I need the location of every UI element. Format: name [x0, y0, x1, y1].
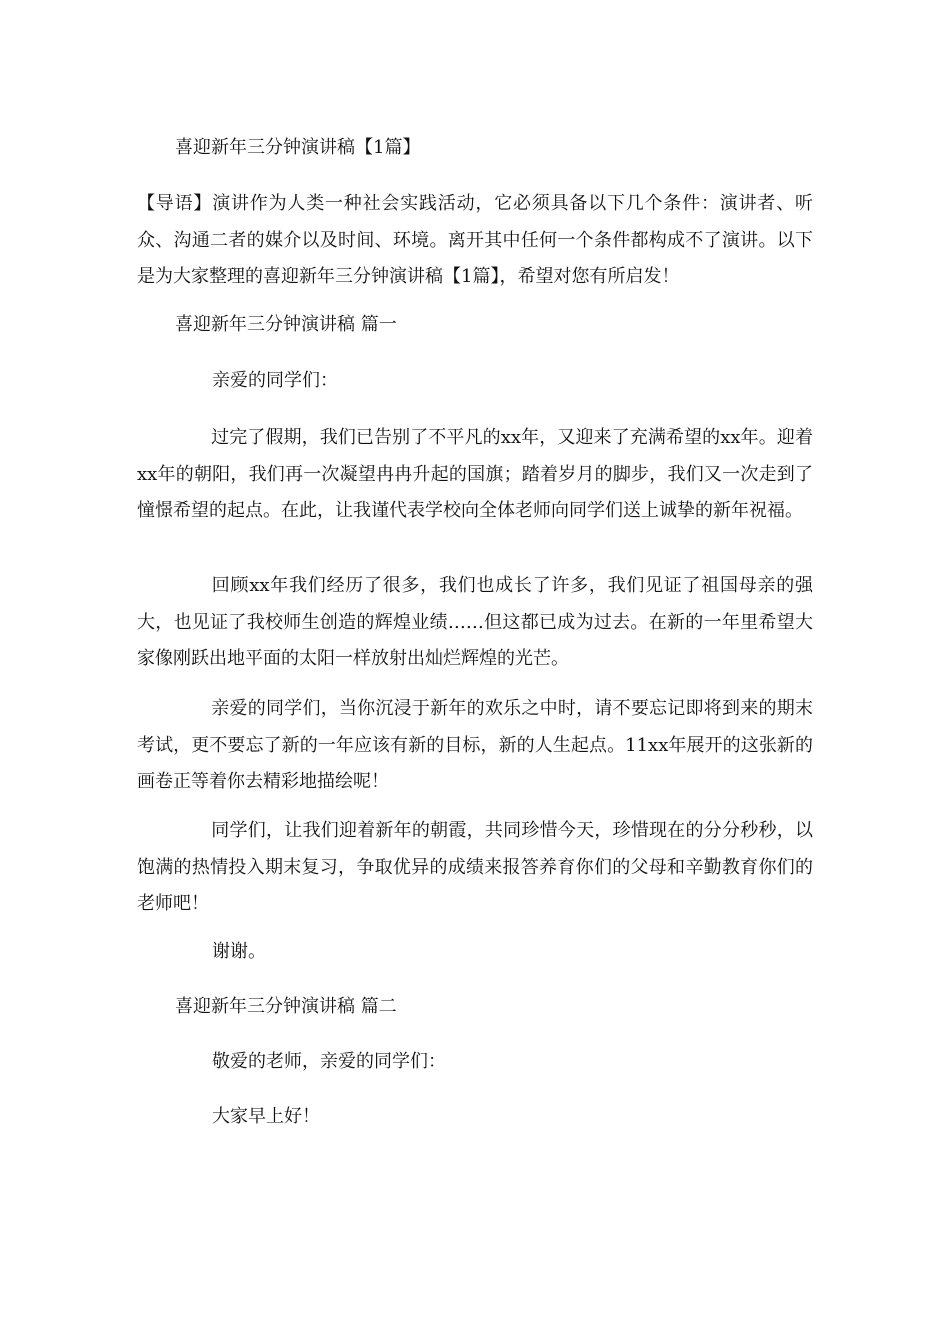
body-paragraph — [137, 813, 813, 923]
section-1-salutation: 亲爱的同学们： — [212, 370, 338, 391]
intro-paragraph: 【导语】演讲作为人类一种社会实践活动，它必须具备以下几个条件：演讲者、听众、沟通二者的媒介以及时间、环境。离开其中任何一个条件都构成不了演讲。以下是为大家整理的喜迎新年三分钟演讲稿【1篇】，希望对您有所启发！ — [137, 193, 813, 287]
body-paragraph — [137, 568, 813, 678]
section-2-heading: 喜迎新年三分钟演讲稿 篇二 — [175, 996, 397, 1017]
section-1-closing: 谢谢。 — [212, 941, 266, 962]
paragraph-text: 过完了假期，我们已告别了不平凡的xx年，又迎来了充满希望的xx年。迎着xx年的朝阳，我们再一次凝望冉冉升起的国旗；踏着岁月的脚步，我们又一次走到了憧憬希望的起点。在此，让我谨代表学校向全体老师向同学们送上诚挚的新年祝福。 — [137, 427, 813, 521]
body-paragraph — [137, 420, 813, 530]
paragraph-text: 回顾xx年我们经历了很多，我们也成长了许多，我们见证了祖国母亲的强大，也见证了我校师生创造的辉煌业绩……但这都已成为过去。在新的一年里希望大家像刚跃出地平面的太阳一样放射出灿烂辉煌的光芒。 — [137, 575, 813, 669]
paragraph-text: 同学们，让我们迎着新年的朝霞，共同珍惜今天，珍惜现在的分分秒秒，以饱满的热情投入期末复习，争取优异的成绩来报答养育你们的父母和辛勤教育你们的老师吧！ — [137, 820, 813, 914]
section-2-salutation: 敬爱的老师，亲爱的同学们： — [212, 1051, 446, 1072]
body-paragraph — [137, 691, 813, 801]
paragraph-text: 亲爱的同学们，当你沉浸于新年的欢乐之中时，请不要忘记即将到来的期末考试，更不要忘了新的一年应该有新的目标，新的人生起点。11xx年展开的这张新的画卷正等着你去精彩地描绘呢！ — [137, 698, 813, 792]
section-2-greeting: 大家早上好！ — [212, 1106, 320, 1127]
document-title: 喜迎新年三分钟演讲稿【1篇】 — [175, 137, 421, 158]
section-1-heading: 喜迎新年三分钟演讲稿 篇一 — [175, 314, 397, 335]
